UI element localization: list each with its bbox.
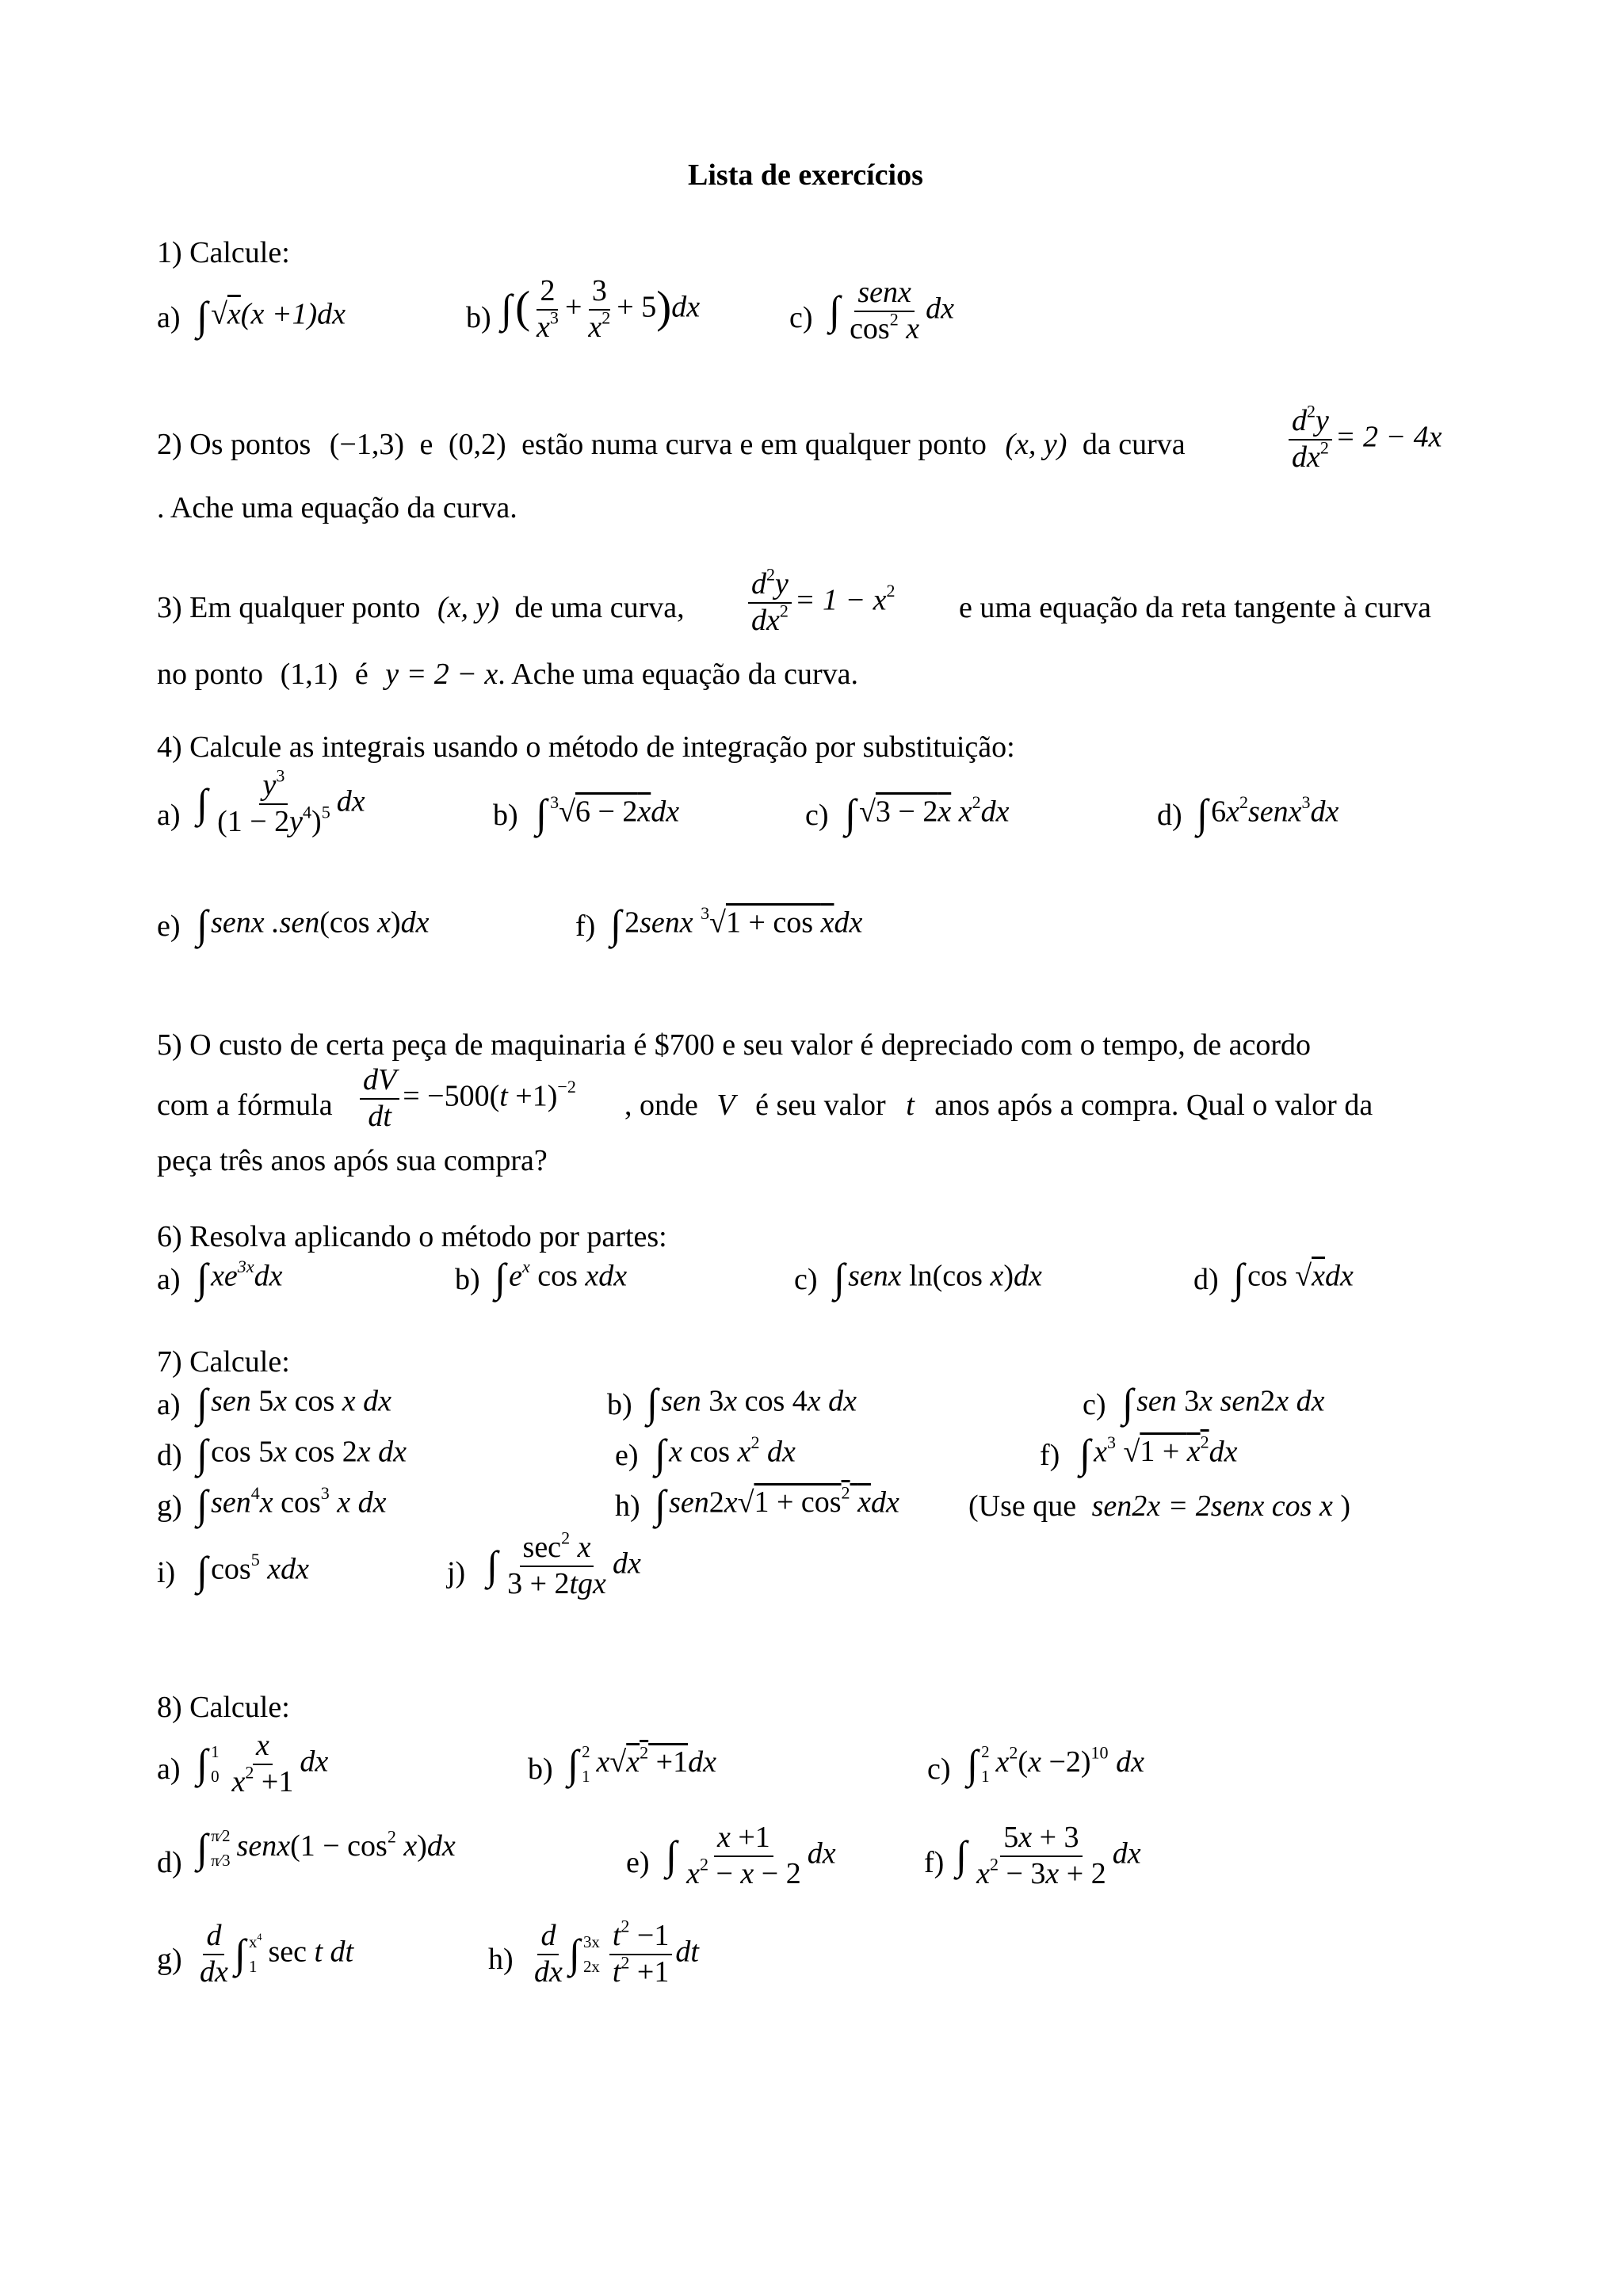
q7f-label: f): [1040, 1439, 1060, 1472]
q4f-formula: ∫ 2senx $^3$√1 + cos xdx: [610, 902, 863, 948]
q7c-label: c): [1083, 1388, 1106, 1421]
q7e-label: e): [615, 1439, 639, 1472]
q8e-label: e): [626, 1846, 650, 1879]
q6d-formula: ∫ cos √xdx: [1233, 1256, 1354, 1301]
q4a-label: a): [157, 799, 181, 832]
q4b-formula: ∫ $^3$√6 − 2xdx: [536, 791, 680, 837]
q7i-label: i): [157, 1556, 176, 1589]
q3-point-xy: (x, y): [437, 591, 499, 624]
q6c-formula: ∫ senx ln(cos x)dx: [834, 1256, 1042, 1301]
q4c-label: c): [805, 799, 829, 832]
q3-line2: no ponto (1,1) é y = 2 − x. Ache uma equação da curva.: [157, 658, 859, 691]
q1a-formula: ∫ √x(x +1)dx: [197, 294, 346, 339]
q7j-label: j): [447, 1556, 466, 1589]
q7a-formula: ∫ sen 5x cos x dx: [197, 1381, 391, 1426]
q8a-formula: ∫ 1 0 $\frac{x}{x^2 +1}$ dx: [197, 1729, 329, 1798]
q1c-formula: ∫ $\frac{\text{senx}}{\cos^2 x}$ dx: [829, 276, 954, 345]
q8b-formula: ∫ 2 1 $x√x^2 +1dx$: [567, 1741, 716, 1787]
q6a-formula: ∫ $xe^{3x}dx$: [197, 1256, 283, 1301]
q4e-formula: ∫ senx .sen(cos x)dx: [197, 902, 430, 948]
q7g-formula: ∫ sen$^4$x $\cos^3 x$ dx: [197, 1482, 387, 1527]
q6c-label: c): [794, 1263, 818, 1296]
q8h-label: h): [488, 1943, 514, 1976]
q7h-formula: ∫ $sen2x√1 + \cos^2$ xdx: [655, 1482, 899, 1527]
q5-line3: peça três anos após sua compra?: [157, 1144, 548, 1177]
q2-ode: $\frac{d^2y}{dx^2}$ = 2 − 4x: [1285, 406, 1442, 474]
q8g-label: g): [157, 1943, 182, 1976]
q7f-formula: ∫ $x^3$ $√1 + x^2dx$: [1079, 1432, 1238, 1477]
q1b-formula: ∫( $\frac{2}{x^3}$ + $\frac{3}{x^2}$ + 5)dx: [501, 274, 701, 344]
q7e-formula: ∫ x $\cos x^2$ dx: [655, 1432, 796, 1477]
q5-var-t: t: [906, 1089, 915, 1122]
q3-ode: $\frac{d^2y}{dx^2}$ = $1 - x^2$: [745, 569, 896, 637]
q6a-label: a): [157, 1263, 181, 1296]
q4-heading: 4) Calcule as integrais usando o método de integração por substituição:: [157, 730, 1015, 764]
q4e-label: e): [157, 910, 181, 943]
q6b-label: b): [455, 1263, 480, 1296]
q7i-formula: ∫ $\cos^5$ xdx: [197, 1549, 309, 1594]
q7h-label: h): [615, 1489, 640, 1523]
q3-tangent: y = 2 − x: [385, 658, 498, 691]
q8c-formula: ∫ 2 1 $x^2(x -2)^{10}$ dx: [967, 1741, 1144, 1787]
q6b-formula: ∫ $e^x$ cos xdx: [495, 1256, 628, 1301]
q5-formula: $\frac{dV}{dt}$ = $-500(t +1)^{-2}$: [357, 1065, 576, 1133]
q6d-label: d): [1193, 1263, 1219, 1296]
q4b-label: b): [493, 799, 518, 832]
q2-line1: 2) Os pontos (−1,3) e (0,2) estão numa curva e em qualquer ponto (x, y) da curva: [157, 428, 1186, 461]
q2-point-xy: (x, y): [1005, 428, 1067, 461]
q2-point2: (0,2): [448, 428, 506, 461]
q3-point: (1,1): [280, 658, 338, 691]
page-title: Lista de exercícios: [688, 158, 923, 192]
q7-heading: 7) Calcule:: [157, 1345, 290, 1379]
q1b-label: b): [466, 301, 491, 334]
q8e-formula: ∫ $\frac{x +1}{x^2 - x - 2}$ dx: [666, 1821, 836, 1890]
q2-line2: . Ache uma equação da curva.: [157, 491, 517, 524]
q1-heading: 1) Calcule:: [157, 236, 290, 269]
q2-point1: (−1,3): [329, 428, 404, 461]
q8d-formula: ∫ π⁄2 π⁄3 senx(1 − $\cos^2 x)dx$: [197, 1825, 456, 1871]
q5-var-v: V: [716, 1089, 735, 1122]
q7h-hint: (Use que sen2x = 2senx cos x ): [968, 1489, 1350, 1523]
q5-line2-rest: , onde V é seu valor t anos após a compra. Qual o valor da: [624, 1089, 1373, 1122]
q7d-formula: ∫ cos 5x cos 2x dx: [197, 1432, 407, 1477]
q6-heading: 6) Resolva aplicando o método por partes:: [157, 1220, 667, 1253]
q7d-label: d): [157, 1439, 182, 1472]
q8d-label: d): [157, 1846, 182, 1879]
q7j-formula: ∫ $\frac{\sec^2 x}{\text{3 + 2tgx}}$ dx: [487, 1527, 641, 1600]
q4d-label: d): [1157, 799, 1182, 832]
q4f-label: f): [575, 910, 596, 943]
q8-heading: 8) Calcule:: [157, 1691, 290, 1724]
q8b-label: b): [528, 1753, 553, 1786]
q7b-label: b): [607, 1388, 632, 1421]
q7c-formula: ∫ sen 3x sen2x dx: [1122, 1381, 1325, 1426]
q7b-formula: ∫ sen 3x cos 4x dx: [647, 1381, 857, 1426]
q4d-formula: ∫ $6x^2senx^3dx$: [1197, 791, 1339, 837]
q5-line1: 5) O custo de certa peça de maquinaria é $700 e seu valor é depreciado com o tempo, de acordo: [157, 1028, 1312, 1062]
q8h-formula: $\frac{d}{dx}$ ∫ 3x 2x $\frac{t^2 -1}{t^2 +1}$ dt: [534, 1916, 699, 1989]
q1a-label: a): [157, 301, 181, 334]
q4c-formula: ∫ √3 − 2x $x^2dx$: [845, 791, 1010, 837]
q8a-label: a): [157, 1753, 181, 1786]
q4a-formula: ∫ $\frac{y^3}{(1 - 2y^4)^5}$ dx: [197, 765, 365, 838]
q5-line2-prefix: com a fórmula: [157, 1089, 333, 1122]
q8f-formula: ∫ $\frac{5x + 3}{x^2 - 3x + 2}$ dx: [956, 1821, 1141, 1890]
q3-line1: 3) Em qualquer ponto (x, y) de uma curva,: [157, 591, 685, 624]
q7a-label: a): [157, 1388, 181, 1421]
q1c-label: c): [789, 301, 813, 334]
q8f-label: f): [924, 1846, 945, 1879]
q3-line1-end: e uma equação da reta tangente à curva: [959, 591, 1432, 624]
q8g-formula: $\frac{d}{dx}$ ∫ $x^4$ 1 sec t dt: [200, 1919, 354, 1989]
q8c-label: c): [927, 1753, 951, 1786]
q7g-label: g): [157, 1489, 182, 1523]
